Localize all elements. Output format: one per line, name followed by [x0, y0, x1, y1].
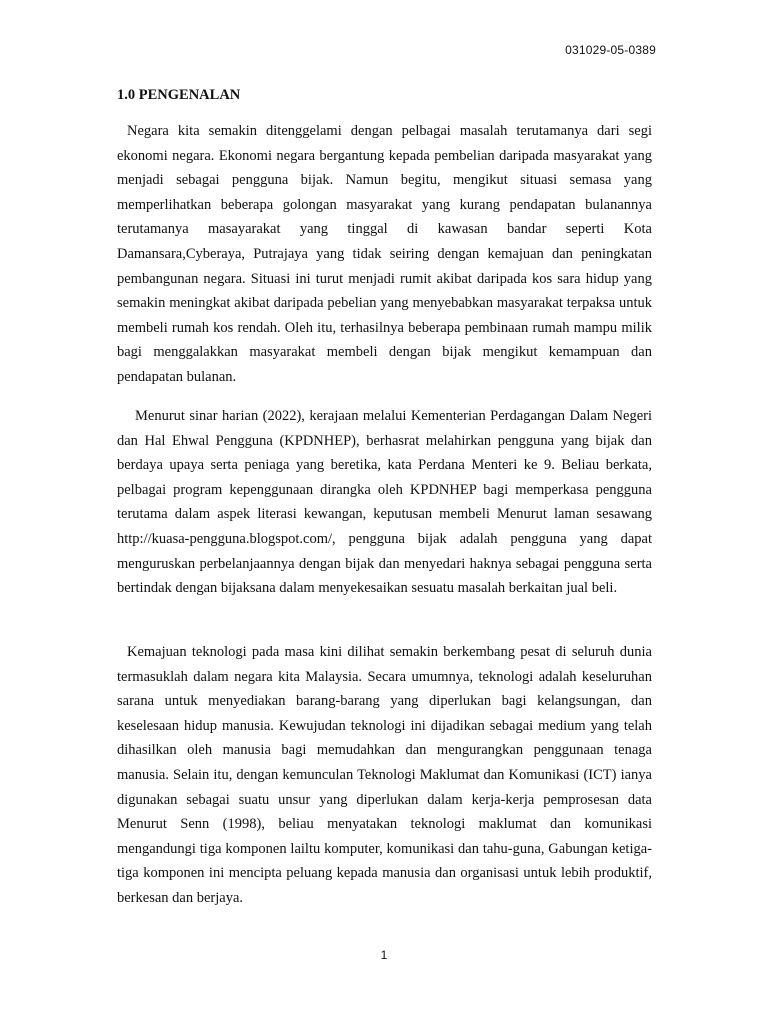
page-number: 1 — [380, 948, 388, 962]
paragraph-introduction: Negara kita semakin ditenggelami dengan pelbagai masalah terutamanya dari segi ekonomi negara. Ekonomi negara bergantung kepada pembelian daripada masyarakat yang menjadi sebagai pengguna bijak. Namun begitu, mengikut situasi semasa yang memperlihatkan beberapa golongan masyarakat yang kurang pendapatan bulanannya terutamanya masayarakat yang tinggal di kawasan bandar seperti Kota Damansara,Cyberaya, Putrajaya yang tidak seiring dengan kemajuan dan peningkatan pembangunan negara. Situasi ini turut menjadi rumit akibat daripada kos sara hidup yang semakin meningkat akibat daripada pebelian yang menyebabkan masyarakat terpaksa untuk membeli rumah kos rendah. Oleh itu, terhasilnya beberapa pembinaan rumah mampu milik bagi menggalakkan masyarakat membeli dengan bijak mengikut kemampuan dan pendapatan bulanan. — [117, 123, 652, 385]
paragraph-kpdnhep: Menurut sinar harian (2022), kerajaan melalui Kementerian Perdagangan Dalam Negeri dan Hal Ehwal Pengguna (KPDNHEP), berhasrat melahirkan pengguna yang bijak dan berdaya upaya serta peniaga yang beretika, kata Perdana Menteri ke 9. Beliau berkata, pelbagai program kepenggunaan dirangka oleh KPDNHEP bagi memperkasa pengguna terutama dalam aspek literasi kewangan, keputusan membeli Menurut laman sesawang http://kuasa-pengguna.blogspot.com/, pengguna bijak adalah pengguna yang dapat menguruskan perbelanjaannya dengan bijak dan menyedari haknya sebagai pengguna serta bertindak dengan bijaksana dalam menyekesaikan sesuatu masalah berkaitan jual beli. — [117, 408, 652, 597]
section-heading: 1.0 PENGENALAN — [117, 87, 241, 103]
paragraph-technology: Kemajuan teknologi pada masa kini dilihat semakin berkembang pesat di seluruh dunia termasuklah dalam negara kita Malaysia. Secara umumnya, teknologi adalah keseluruhan sarana untuk menyediakan barang-barang yang diperlukan bagi kelangsungan, dan keselesaan hidup manusia. Kewujudan teknologi ini dijadikan sebagai medium yang telah dihasilkan oleh manusia bagi memudahkan dan mengurangkan penggunaan tenaga manusia. Selain itu, dengan kemunculan Teknologi Maklumat dan Komunikasi (ICT) ianya digunakan sebagai suatu unsur yang diperlukan dalam kerja-kerja pemprosesan data Menurut Senn (1998), beliau menyatakan teknologi maklumat dan komunikasi mengandungi tiga komponen lailtu komputer, komunikasi dan tahu-guna, Gabungan ketiga-tiga komponen ini mencipta peluang kepada manusia dan organisasi untuk lebih produktif, berkesan dan berjaya. — [117, 644, 652, 906]
document-id: 031029-05-0389 — [565, 43, 656, 57]
